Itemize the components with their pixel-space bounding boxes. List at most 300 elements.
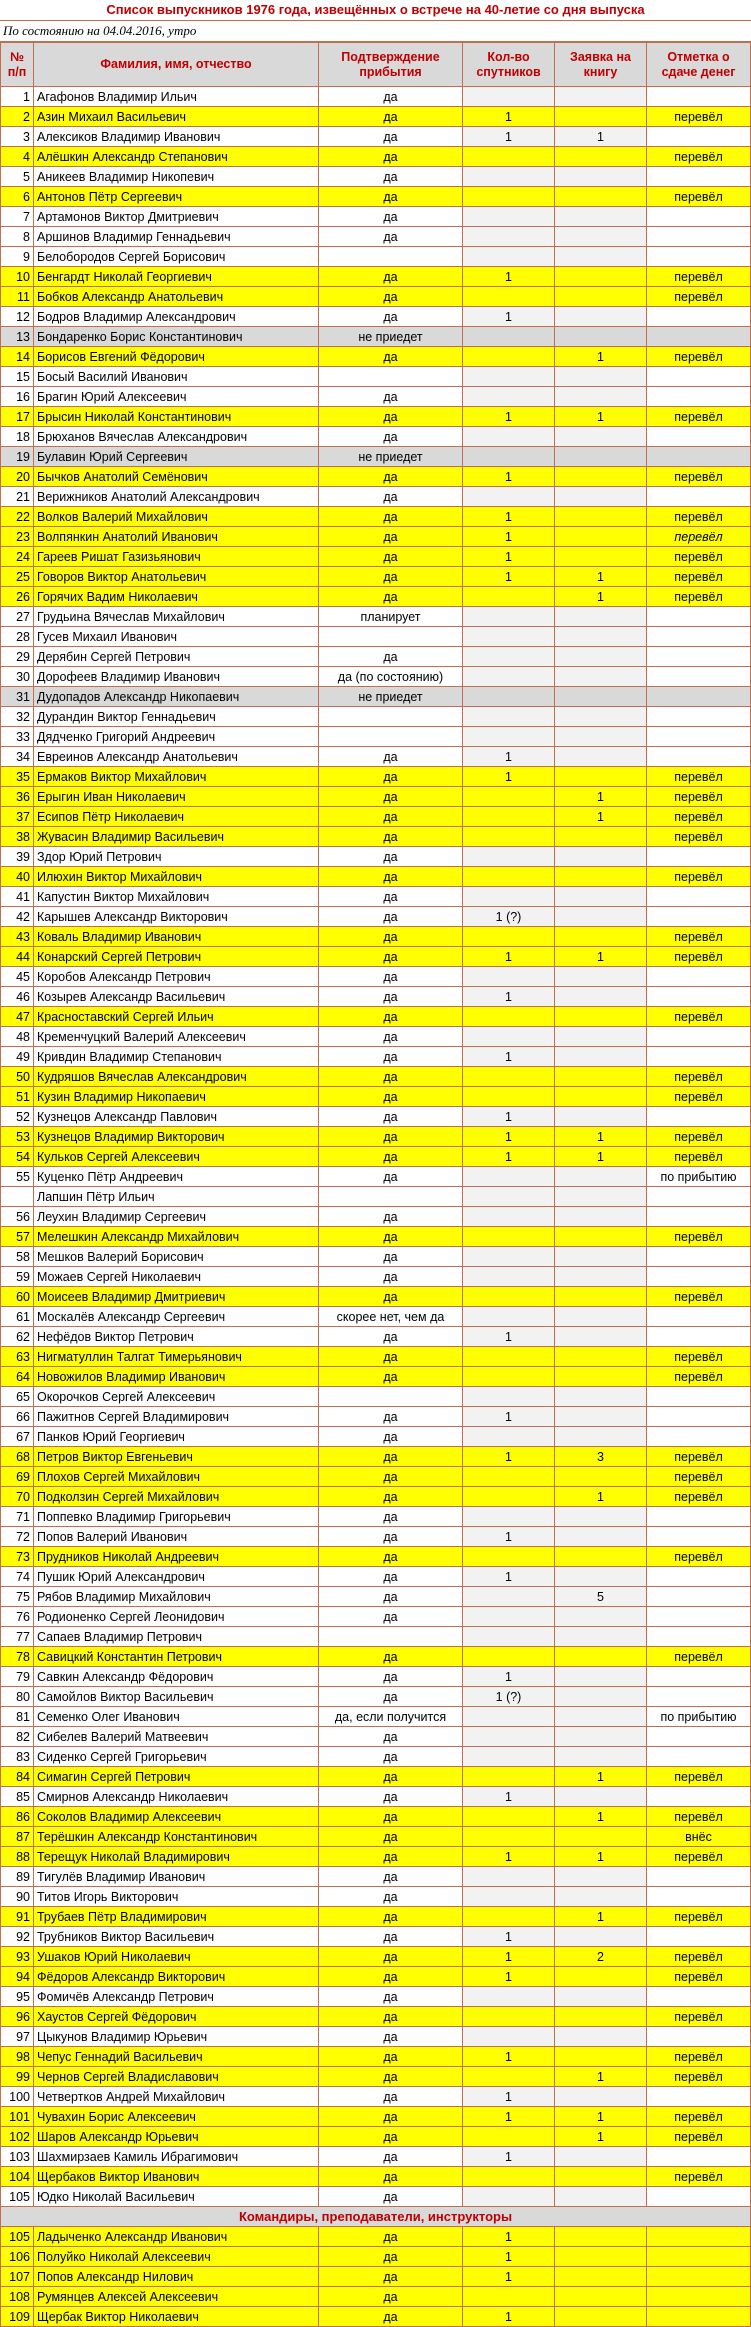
arrival-confirmation: да [319, 587, 463, 607]
row-number: 39 [1, 847, 34, 867]
companions-count: 1 [463, 567, 555, 587]
row-number: 55 [1, 1167, 34, 1187]
table-row [1, 627, 751, 647]
table-row [1, 1027, 751, 1047]
table-row [1, 2107, 751, 2127]
row-number: 56 [1, 1207, 34, 1227]
row-number: 65 [1, 1387, 34, 1407]
money-status: перевёл [647, 2007, 751, 2027]
arrival-confirmation: да [319, 1427, 463, 1447]
money-status: перевёл [647, 1367, 751, 1387]
row-number: 91 [1, 1907, 34, 1927]
arrival-confirmation [319, 1187, 463, 1207]
arrival-confirmation: да [319, 947, 463, 967]
table-row [1, 1967, 751, 1987]
full-name: Бодров Владимир Александрович [34, 307, 319, 327]
companions-count: 1 [463, 1947, 555, 1967]
full-name: Босый Василий Иванович [34, 367, 319, 387]
full-name: Новожилов Владимир Иванович [34, 1367, 319, 1387]
row-number: 20 [1, 467, 34, 487]
book-application: 1 [555, 1847, 647, 1867]
full-name: Говоров Виктор Анатольевич [34, 567, 319, 587]
full-name: Ерыгин Иван Николаевич [34, 787, 319, 807]
row-number: 100 [1, 2087, 34, 2107]
row-number: 4 [1, 147, 34, 167]
companions-count [463, 1007, 555, 1027]
arrival-confirmation: да (по состоянию) [319, 667, 463, 687]
full-name: Трубников Виктор Васильевич [34, 1927, 319, 1947]
table-row [1, 667, 751, 687]
row-number: 45 [1, 967, 34, 987]
row-number: 85 [1, 1787, 34, 1807]
book-application [555, 1967, 647, 1987]
companions-count [463, 147, 555, 167]
table-row [1, 2007, 751, 2027]
table-row [1, 1187, 751, 1207]
table-row [1, 867, 751, 887]
book-application [555, 207, 647, 227]
book-application [555, 1347, 647, 1367]
row-number: 10 [1, 267, 34, 287]
header-num: № п/п [1, 43, 34, 87]
money-status: перевёл [647, 547, 751, 567]
money-status: перевёл [647, 1547, 751, 1567]
full-name: Чепус Геннадий Васильевич [34, 2047, 319, 2067]
row-number: 101 [1, 2107, 34, 2127]
row-number: 94 [1, 1967, 34, 1987]
book-application [555, 2187, 647, 2207]
book-application [555, 1287, 647, 1307]
companions-count: 1 [463, 1107, 555, 1127]
arrival-confirmation: да [319, 1767, 463, 1787]
book-application [555, 647, 647, 667]
companions-count [463, 1987, 555, 2007]
table-row [1, 1647, 751, 1667]
full-name: Гусев Михаил Иванович [34, 627, 319, 647]
row-number: 87 [1, 1827, 34, 1847]
book-application [555, 1087, 647, 1107]
companions-count: 1 [463, 1327, 555, 1347]
full-name: Петров Виктор Евгеньевич [34, 1447, 319, 1467]
money-status: перевёл [647, 1947, 751, 1967]
full-name: Сибелев Валерий Матвеевич [34, 1727, 319, 1747]
companions-count [463, 2027, 555, 2047]
book-application: 1 [555, 787, 647, 807]
money-status: перевёл [647, 2167, 751, 2187]
money-status: перевёл [647, 1647, 751, 1667]
companions-count: 1 [463, 1787, 555, 1807]
money-status: перевёл [647, 1967, 751, 1987]
book-application: 1 [555, 807, 647, 827]
arrival-confirmation: да [319, 2107, 463, 2127]
arrival-confirmation: да [319, 2067, 463, 2087]
book-application: 3 [555, 1447, 647, 1467]
arrival-confirmation: да [319, 807, 463, 827]
full-name: Азин Михаил Васильевич [34, 107, 319, 127]
companions-count: 1 [463, 767, 555, 787]
money-status: перевёл [647, 2067, 751, 2087]
arrival-confirmation [319, 707, 463, 727]
row-number: 92 [1, 1927, 34, 1947]
arrival-confirmation: да [319, 1607, 463, 1627]
full-name: Рябов Владимир Михайлович [34, 1587, 319, 1607]
companions-count [463, 1227, 555, 1247]
book-application [555, 1067, 647, 1087]
book-application [555, 987, 647, 1007]
companions-count [463, 287, 555, 307]
arrival-confirmation: да [319, 1967, 463, 1987]
book-application [555, 1827, 647, 1847]
full-name: Сапаев Владимир Петрович [34, 1627, 319, 1647]
arrival-confirmation: да [319, 467, 463, 487]
table-row [1, 1407, 751, 1427]
money-status [647, 207, 751, 227]
arrival-confirmation: да [319, 1167, 463, 1187]
book-application [555, 2147, 647, 2167]
book-application [555, 2267, 647, 2287]
companions-count [463, 1307, 555, 1327]
arrival-confirmation: да [319, 1447, 463, 1467]
row-number: 90 [1, 1887, 34, 1907]
row-number: 43 [1, 927, 34, 947]
companions-count [463, 887, 555, 907]
money-status: перевёл [647, 867, 751, 887]
table-row [1, 1907, 751, 1927]
book-application [555, 747, 647, 767]
book-application: 1 [555, 587, 647, 607]
money-status: перевёл [647, 1807, 751, 1827]
money-status: перевёл [647, 1447, 751, 1467]
arrival-confirmation: да [319, 2267, 463, 2287]
full-name: Нигматуллин Талгат Тимерьянович [34, 1347, 319, 1367]
table-row [1, 87, 751, 107]
companions-count: 1 [463, 1407, 555, 1427]
table-row [1, 1367, 751, 1387]
table-row [1, 1767, 751, 1787]
full-name: Титов Игорь Викторович [34, 1887, 319, 1907]
money-status: перевёл [647, 827, 751, 847]
book-application [555, 427, 647, 447]
money-status: перевёл [647, 1127, 751, 1147]
book-application [555, 1927, 647, 1947]
money-status [647, 447, 751, 467]
book-application [555, 1187, 647, 1207]
money-status [647, 1727, 751, 1747]
companions-count [463, 1267, 555, 1287]
companions-count: 1 [463, 547, 555, 567]
arrival-confirmation: да [319, 1667, 463, 1687]
full-name: Ермаков Виктор Михайлович [34, 767, 319, 787]
money-status [647, 2027, 751, 2047]
companions-count: 1 [463, 507, 555, 527]
table-row [1, 1667, 751, 1687]
full-name: Брагин Юрий Алексеевич [34, 387, 319, 407]
money-status: перевёл [647, 527, 751, 547]
money-status: перевёл [647, 407, 751, 427]
money-status: перевёл [647, 347, 751, 367]
companions-count [463, 607, 555, 627]
row-number: 67 [1, 1427, 34, 1447]
row-number: 81 [1, 1707, 34, 1727]
full-name: Кузин Владимир Никопаевич [34, 1087, 319, 1107]
full-name: Трубаев Пётр Владимирович [34, 1907, 319, 1927]
book-application [555, 1427, 647, 1447]
companions-count [463, 387, 555, 407]
book-application [555, 227, 647, 247]
companions-count [463, 647, 555, 667]
full-name: Юдко Николай Васильевич [34, 2187, 319, 2207]
row-number: 34 [1, 747, 34, 767]
money-status: перевёл [647, 1767, 751, 1787]
row-number: 50 [1, 1067, 34, 1087]
full-name: Ладыченко Александр Иванович [34, 2227, 319, 2247]
companions-count: 1 [463, 267, 555, 287]
table-row [1, 787, 751, 807]
table-row [1, 1687, 751, 1707]
arrival-confirmation: скорее нет, чем да [319, 1307, 463, 1327]
full-name: Смирнов Александр Николаевич [34, 1787, 319, 1807]
row-number: 107 [1, 2267, 34, 2287]
money-status: перевёл [647, 507, 751, 527]
row-number: 96 [1, 2007, 34, 2027]
row-number: 86 [1, 1807, 34, 1827]
companions-count [463, 447, 555, 467]
table-row [1, 487, 751, 507]
book-application [555, 1647, 647, 1667]
row-number: 82 [1, 1727, 34, 1747]
arrival-confirmation: да [319, 127, 463, 147]
table-row [1, 127, 751, 147]
companions-count: 1 [463, 987, 555, 1007]
book-application [555, 287, 647, 307]
money-status [647, 687, 751, 707]
arrival-confirmation: да [319, 1807, 463, 1827]
row-number: 62 [1, 1327, 34, 1347]
table-row [1, 1947, 751, 1967]
full-name: Соколов Владимир Алексеевич [34, 1807, 319, 1827]
money-status [647, 327, 751, 347]
companions-count: 1 [463, 2087, 555, 2107]
full-name: Антонов Пётр Сергеевич [34, 187, 319, 207]
companions-count: 1 [463, 1927, 555, 1947]
companions-count [463, 867, 555, 887]
table-row [1, 587, 751, 607]
full-name: Гареев Ришат Газизьянович [34, 547, 319, 567]
table-row [1, 1327, 751, 1347]
companions-count [463, 1587, 555, 1607]
row-number: 63 [1, 1347, 34, 1367]
book-application [555, 247, 647, 267]
table-row [1, 807, 751, 827]
arrival-confirmation: планирует [319, 607, 463, 627]
arrival-confirmation: да [319, 767, 463, 787]
book-application [555, 687, 647, 707]
companions-count [463, 1387, 555, 1407]
row-number: 29 [1, 647, 34, 667]
full-name: Алексиков Владимир Иванович [34, 127, 319, 147]
full-name: Кудряшов Вячеслав Александрович [34, 1067, 319, 1087]
book-application: 1 [555, 407, 647, 427]
money-status: перевёл [647, 947, 751, 967]
arrival-confirmation: да [319, 1367, 463, 1387]
money-status: перевёл [647, 2127, 751, 2147]
row-number: 7 [1, 207, 34, 227]
table-row [1, 347, 751, 367]
row-number: 89 [1, 1867, 34, 1887]
money-status [647, 2307, 751, 2327]
full-name: Белобородов Сергей Борисович [34, 247, 319, 267]
book-application [555, 507, 647, 527]
table-row [1, 707, 751, 727]
money-status [647, 1267, 751, 1287]
full-name: Леухин Владимир Сергеевич [34, 1207, 319, 1227]
full-name: Прудников Николай Андреевич [34, 1547, 319, 1567]
table-row [1, 967, 751, 987]
table-row [1, 2027, 751, 2047]
book-application [555, 467, 647, 487]
money-status [647, 1687, 751, 1707]
full-name: Жувасин Владимир Васильевич [34, 827, 319, 847]
arrival-confirmation: да [319, 2127, 463, 2147]
money-status [647, 1587, 751, 1607]
companions-count: 1 [463, 1447, 555, 1467]
book-application [555, 1167, 647, 1187]
row-number: 75 [1, 1587, 34, 1607]
row-number: 1 [1, 87, 34, 107]
full-name: Волпянкин Анатолий Иванович [34, 527, 319, 547]
full-name: Борисов Евгений Фёдорович [34, 347, 319, 367]
money-status [647, 1667, 751, 1687]
money-status [647, 847, 751, 867]
companions-count [463, 347, 555, 367]
money-status [647, 1207, 751, 1227]
book-application [555, 1247, 647, 1267]
companions-count [463, 487, 555, 507]
companions-count: 1 [463, 307, 555, 327]
full-name: Бычков Анатолий Семёнович [34, 467, 319, 487]
row-number: 18 [1, 427, 34, 447]
book-application [555, 1307, 647, 1327]
book-application [555, 607, 647, 627]
companions-count: 1 [463, 1147, 555, 1167]
table-row [1, 607, 751, 627]
arrival-confirmation: да [319, 1687, 463, 1707]
companions-count [463, 687, 555, 707]
money-status: по прибытию [647, 1707, 751, 1727]
table-row [1, 1867, 751, 1887]
book-application [555, 887, 647, 907]
row-number: 42 [1, 907, 34, 927]
companions-count: 1 [463, 2307, 555, 2327]
sheet-title: Список выпускников 1976 года, извещённых о встрече на 40-летие со дня выпуска [0, 0, 751, 21]
arrival-confirmation: да [319, 967, 463, 987]
table-row [1, 887, 751, 907]
money-status: перевёл [647, 267, 751, 287]
row-number: 40 [1, 867, 34, 887]
row-number: 13 [1, 327, 34, 347]
full-name: Ушаков Юрий Николаевич [34, 1947, 319, 1967]
book-application [555, 1607, 647, 1627]
arrival-confirmation: да [319, 2287, 463, 2307]
row-number: 37 [1, 807, 34, 827]
companions-count [463, 587, 555, 607]
table-row [1, 367, 751, 387]
row-number: 28 [1, 627, 34, 647]
table-row [1, 1807, 751, 1827]
arrival-confirmation: да [319, 1107, 463, 1127]
full-name: Булавин Юрий Сергеевич [34, 447, 319, 467]
staff-body [1, 2227, 751, 2327]
row-number: 77 [1, 1627, 34, 1647]
table-row [1, 767, 751, 787]
row-number: 46 [1, 987, 34, 1007]
book-application [555, 547, 647, 567]
companions-count: 1 [463, 2267, 555, 2287]
row-number: 6 [1, 187, 34, 207]
book-application [555, 1227, 647, 1247]
row-number: 33 [1, 727, 34, 747]
arrival-confirmation: да [319, 1907, 463, 1927]
money-status [647, 247, 751, 267]
money-status [647, 627, 751, 647]
money-status [647, 967, 751, 987]
money-status [647, 127, 751, 147]
table-row [1, 1627, 751, 1647]
full-name: Пушик Юрий Александрович [34, 1567, 319, 1587]
table-row [1, 987, 751, 1007]
companions-count [463, 667, 555, 687]
row-number: 105 [1, 2187, 34, 2207]
companions-count [463, 1167, 555, 1187]
full-name: Фёдоров Александр Викторович [34, 1967, 319, 1987]
money-status [647, 2287, 751, 2307]
arrival-confirmation: да [319, 287, 463, 307]
row-number: 93 [1, 1947, 34, 1967]
row-number: 9 [1, 247, 34, 267]
row-number: 108 [1, 2287, 34, 2307]
money-status: перевёл [647, 287, 751, 307]
arrival-confirmation: да [319, 1647, 463, 1667]
table-row [1, 1827, 751, 1847]
companions-count [463, 727, 555, 747]
full-name: Дерябин Сергей Петрович [34, 647, 319, 667]
table-row [1, 2187, 751, 2207]
full-name: Брюханов Вячеслав Александрович [34, 427, 319, 447]
table-row [1, 1587, 751, 1607]
book-application [555, 307, 647, 327]
book-application [555, 1467, 647, 1487]
book-application [555, 1687, 647, 1707]
table-row [1, 827, 751, 847]
book-application [555, 1527, 647, 1547]
full-name: Коваль Владимир Иванович [34, 927, 319, 947]
book-application: 1 [555, 2107, 647, 2127]
full-name: Дорофеев Владимир Иванович [34, 667, 319, 687]
header-money: Отметка о сдаче денег [647, 43, 751, 87]
arrival-confirmation: да [319, 1407, 463, 1427]
table-row [1, 1747, 751, 1767]
money-status [647, 387, 751, 407]
table-row [1, 1307, 751, 1327]
arrival-confirmation: да [319, 267, 463, 287]
arrival-confirmation: да [319, 507, 463, 527]
row-number: 103 [1, 2147, 34, 2167]
full-name: Москалёв Александр Сергеевич [34, 1307, 319, 1327]
money-status [647, 1187, 751, 1207]
companions-count: 1 [463, 747, 555, 767]
arrival-confirmation: да [319, 2167, 463, 2187]
arrival-confirmation: да [319, 347, 463, 367]
